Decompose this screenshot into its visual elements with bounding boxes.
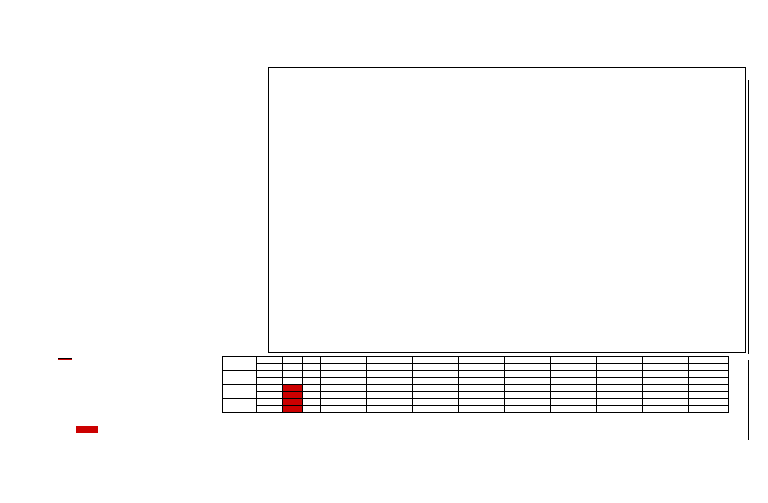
summary-monthly-3 bbox=[257, 385, 283, 392]
summary-cumulative-4 bbox=[257, 406, 283, 413]
summary-cumulative-3 bbox=[257, 392, 283, 399]
summary-monthly-2 bbox=[257, 371, 283, 378]
summary-cumulative-2 bbox=[257, 378, 283, 385]
summary-table bbox=[222, 356, 729, 413]
right-border-bar bbox=[748, 80, 749, 354]
slippage-box-icon bbox=[76, 426, 98, 433]
summary-monthly-1 bbox=[257, 357, 283, 364]
s-curve-chart bbox=[269, 68, 747, 354]
summary-cumulative-1 bbox=[257, 364, 283, 371]
legend bbox=[34, 356, 75, 360]
summary-slippage bbox=[223, 399, 257, 413]
summary-monthly-4 bbox=[257, 399, 283, 406]
summary-revised bbox=[223, 371, 257, 385]
summary-cash-flow bbox=[223, 385, 257, 399]
summary-original bbox=[223, 357, 257, 371]
implementation-chart bbox=[268, 67, 746, 353]
right-border-bar-2 bbox=[748, 360, 749, 440]
actual-line-icon bbox=[58, 359, 72, 360]
